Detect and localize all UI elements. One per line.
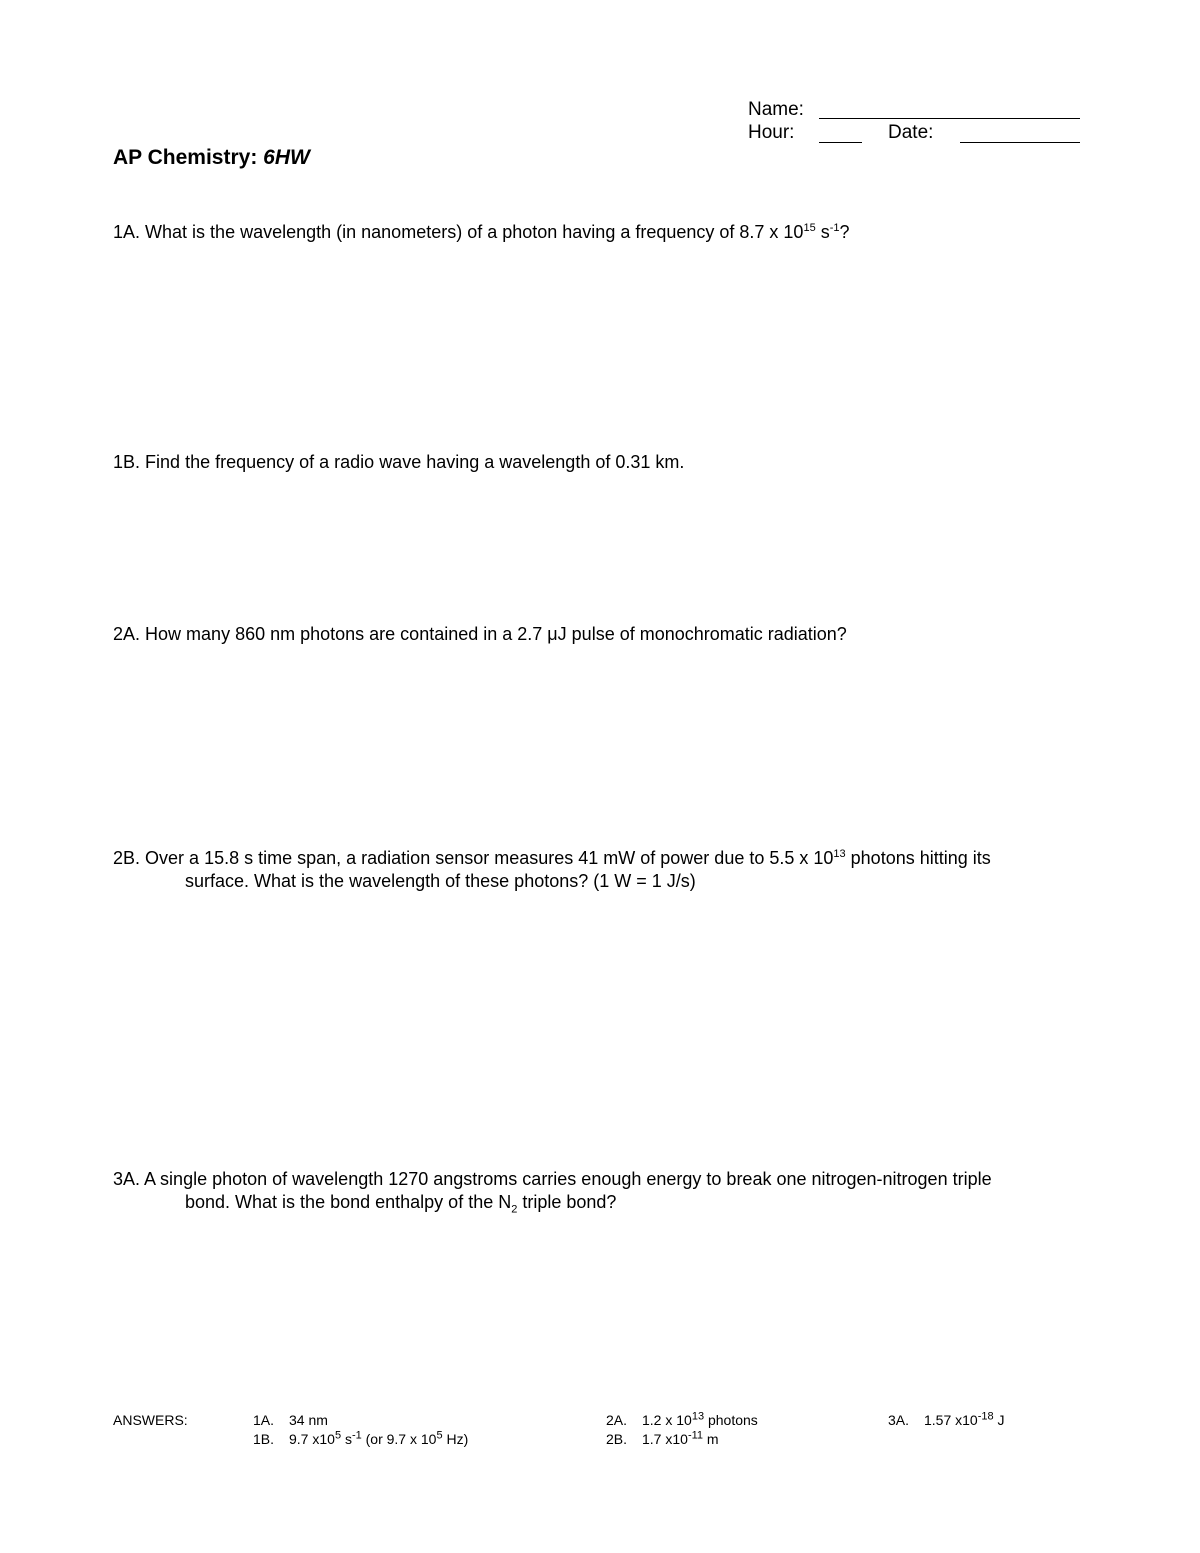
question-text: Over a 15.8 s time span, a radiation sensor measures 41 mW of power due to 5.5 x 10 bbox=[145, 848, 834, 868]
answer-value: 1.2 x 10 bbox=[642, 1412, 692, 1428]
question-3a bbox=[113, 1168, 1083, 1214]
question-2b bbox=[113, 847, 1083, 893]
answer-key: 3A. bbox=[888, 1412, 910, 1428]
answer-value: 9.7 x10 bbox=[289, 1431, 335, 1447]
answer-1b bbox=[253, 1430, 468, 1449]
answer-value-end: Hz) bbox=[442, 1431, 469, 1447]
answer-superscript-alt: 5 bbox=[436, 1429, 443, 1442]
answer-2b bbox=[606, 1430, 719, 1449]
answer-1a bbox=[253, 1411, 328, 1430]
name-blank[interactable] bbox=[819, 118, 1080, 119]
name-row bbox=[748, 99, 804, 121]
hour-row bbox=[748, 122, 794, 144]
answer-key: 1A. bbox=[253, 1412, 275, 1428]
hour-label: Hour: bbox=[748, 122, 795, 143]
name-label: Name: bbox=[748, 99, 804, 120]
question-text-end: ? bbox=[839, 222, 850, 242]
question-number: 2B. bbox=[113, 848, 141, 868]
question-continuation-text: bond. What is the bond enthalpy of the N bbox=[185, 1192, 512, 1212]
title-code: 6HW bbox=[263, 146, 310, 169]
answer-key: 1B. bbox=[253, 1431, 275, 1447]
question-text-unit: s bbox=[815, 222, 830, 242]
question-superscript: 15 bbox=[803, 222, 816, 234]
answer-superscript: 13 bbox=[691, 1410, 705, 1423]
question-continuation-end: triple bond? bbox=[517, 1192, 617, 1212]
answers-label: ANSWERS: bbox=[113, 1412, 188, 1428]
question-continuation: surface. What is the wavelength of these photons? (1 W = 1 J/s) bbox=[185, 871, 696, 891]
answer-superscript-unit: -1 bbox=[351, 1429, 362, 1442]
answer-key: 2A. bbox=[606, 1412, 628, 1428]
answer-value: 34 nm bbox=[289, 1412, 328, 1428]
page-title bbox=[113, 146, 310, 170]
title-prefix: AP Chemistry: bbox=[113, 146, 264, 169]
question-superscript: 13 bbox=[833, 848, 846, 860]
question-text: What is the wavelength (in nanometers) of a photon having a frequency of 8.7 x 10 bbox=[145, 222, 804, 242]
question-text-end: photons hitting its bbox=[845, 848, 991, 868]
answer-value: 1.57 x10 bbox=[924, 1412, 978, 1428]
question-number: 2A. bbox=[113, 624, 141, 644]
question-number: 3A. bbox=[113, 1169, 141, 1189]
question-1b bbox=[113, 451, 1083, 474]
answer-value-end: photons bbox=[704, 1412, 758, 1428]
answer-value-end: m bbox=[703, 1431, 719, 1447]
answer-value-unit: s bbox=[341, 1431, 352, 1447]
question-superscript-unit: -1 bbox=[829, 222, 840, 234]
question-2a bbox=[113, 623, 1083, 646]
question-text: A single photon of wavelength 1270 angstroms carries enough energy to break one nitrogen-nitrogen triple bbox=[144, 1169, 992, 1189]
hour-blank[interactable] bbox=[819, 142, 862, 143]
answer-3a bbox=[888, 1411, 1005, 1430]
question-subscript: 2 bbox=[511, 1203, 518, 1216]
question-number: 1A. bbox=[113, 222, 141, 242]
date-row bbox=[888, 122, 933, 144]
answer-value-end: J bbox=[993, 1412, 1005, 1428]
question-number: 1B. bbox=[113, 452, 141, 472]
answer-value: 1.7 x10 bbox=[642, 1431, 688, 1447]
answer-key: 2B. bbox=[606, 1431, 628, 1447]
answer-superscript: -11 bbox=[687, 1429, 704, 1442]
date-blank[interactable] bbox=[960, 142, 1080, 143]
question-1a bbox=[113, 221, 1083, 244]
question-text: Find the frequency of a radio wave having a wavelength of 0.31 km. bbox=[145, 452, 685, 472]
answer-2a bbox=[606, 1411, 758, 1430]
answer-superscript: 5 bbox=[334, 1429, 342, 1442]
question-text: How many 860 nm photons are contained in a 2.7 μJ pulse of monochromatic radiation? bbox=[145, 624, 847, 644]
answer-superscript: -18 bbox=[977, 1410, 994, 1423]
date-label: Date: bbox=[888, 122, 934, 143]
question-continuation bbox=[113, 1191, 1083, 1214]
answer-value-alt: (or 9.7 x 10 bbox=[361, 1431, 437, 1447]
